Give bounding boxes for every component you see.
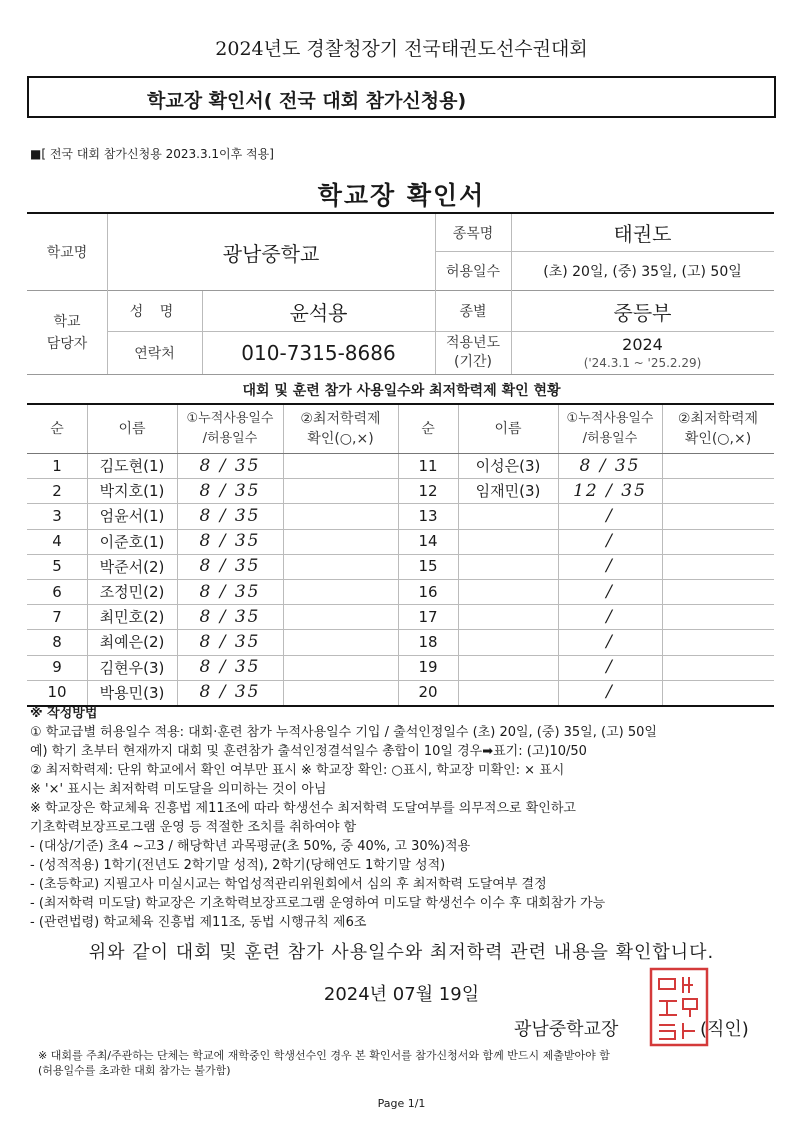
name-label: 성 명 <box>129 304 180 320</box>
school-label: 학교명 <box>46 245 88 261</box>
record-left-no: 7 <box>52 607 62 626</box>
record-left-no: 6 <box>52 582 62 601</box>
record-right-academic <box>662 655 774 680</box>
event-value: 태권도 <box>613 222 672 246</box>
manager-label: 학교 담당자 <box>46 313 88 352</box>
header-no-right: 순 <box>421 421 435 437</box>
seal-label: (직인) <box>700 1019 749 1040</box>
category-label: 종별 <box>459 304 487 320</box>
footnote: ※ 대회를 주최/주관하는 단체는 학교에 재학중인 학생선수인 경우 본 확인서를 참가신청서와 함께 반드시 제출받아야 함 (허용일수를 초과한 대회 참가는 불가함) <box>38 1049 610 1077</box>
record-left-academic <box>283 529 398 554</box>
record-left-days: 8 / 35 <box>199 657 261 678</box>
record-left-academic <box>283 629 398 654</box>
record-right-days: / <box>606 531 614 552</box>
header-academic-left: ②최저학력제 확인(○,×) <box>300 411 381 447</box>
record-right-days: / <box>606 505 614 526</box>
record-right-no: 15 <box>418 557 438 576</box>
record-right-name <box>458 604 558 629</box>
record-right-academic <box>662 453 774 478</box>
record-right-name <box>458 529 558 554</box>
header-name-left: 이름 <box>118 421 146 437</box>
record-right-no: 18 <box>418 632 438 651</box>
method-title: ※ 작성방법 <box>30 706 98 721</box>
record-right-no: 20 <box>418 683 438 702</box>
records-title: 대회 및 훈련 참가 사용일수와 최저학력제 확인 현황 <box>242 383 561 399</box>
contact-label: 연락처 <box>134 345 175 362</box>
record-left-days: 8 / 35 <box>199 505 261 526</box>
records-table <box>27 403 774 707</box>
record-left-days: 8 / 35 <box>199 631 261 652</box>
header-box <box>27 76 776 118</box>
record-left-name: 박지호(1) <box>99 482 165 501</box>
header-box-title: 학교장 확인서( 전국 대회 참가신청용) <box>147 90 467 112</box>
record-left-days: 8 / 35 <box>199 581 261 602</box>
record-right-no: 16 <box>418 582 438 601</box>
event-label: 종목명 <box>452 225 494 242</box>
record-left-days: 8 / 35 <box>199 682 261 703</box>
page-number: Page 1/1 <box>377 1097 426 1110</box>
record-right-days: / <box>606 682 614 703</box>
record-right-name <box>458 503 558 528</box>
record-right-no: 14 <box>418 532 438 551</box>
method-line: - (초등학교) 지필고사 미실시교는 학업성적관리위원회에서 심의 후 최저학력 도달여부 결정 <box>30 877 547 892</box>
record-left-days: 8 / 35 <box>199 531 261 552</box>
application-note: ■[ 전국 대회 참가신청용 2023.3.1이후 적용] <box>30 147 274 161</box>
record-left-no: 10 <box>47 683 67 702</box>
record-left-name: 최예은(2) <box>99 633 165 652</box>
record-left-no: 4 <box>52 532 62 551</box>
record-left-academic <box>283 579 398 604</box>
contact-value: 010-7315-8686 <box>241 340 396 365</box>
confirmation-statement: 위와 같이 대회 및 훈련 참가 사용일수와 최저학력 관련 내용을 확인합니다. <box>88 942 715 963</box>
record-left-academic <box>283 604 398 629</box>
year-value: 2024 <box>622 334 663 354</box>
record-right-no: 11 <box>418 456 438 475</box>
year-period: ('24.3.1 ~ '25.2.29) <box>583 355 702 370</box>
record-left-no: 5 <box>52 557 62 576</box>
method-line: ① 학교급별 허용일수 적용: 대회·훈련 참가 누적사용일수 기입 / 출석인정일수 (초) 20일, (중) 35일, (고) 50일 <box>30 725 657 740</box>
method-line: - (대상/기준) 초4 ~고3 / 해당학년 과목평균(초 50%, 중 40%, 고 30%)적용 <box>30 839 471 854</box>
header-no-left: 순 <box>50 421 64 437</box>
record-left-name: 박준서(2) <box>99 557 165 576</box>
writing-method <box>30 704 780 932</box>
record-right-name <box>458 655 558 680</box>
record-right-academic <box>662 579 774 604</box>
record-right-academic <box>662 680 774 705</box>
record-right-days: / <box>606 657 614 678</box>
record-left-academic <box>283 554 398 579</box>
record-left-name: 김현우(3) <box>99 658 165 677</box>
record-left-name: 최민호(2) <box>99 608 165 627</box>
record-right-days: / <box>606 581 614 602</box>
record-left-name: 조정민(2) <box>99 583 165 602</box>
record-right-no: 17 <box>418 607 438 626</box>
record-left-no: 9 <box>52 658 62 677</box>
record-left-days: 8 / 35 <box>199 480 261 501</box>
record-right-name <box>458 554 558 579</box>
name-value: 윤석용 <box>289 300 348 325</box>
year-label: 적용년도 (기간) <box>445 334 501 370</box>
record-right-days: / <box>606 556 614 577</box>
method-line: - (성적적용) 1학기(전년도 2학기말 성적), 2학기(당해연도 1학기말 성적) <box>30 858 446 873</box>
header-days-right: ①누적사용일수 /허용일수 <box>566 411 654 446</box>
record-right-academic <box>662 529 774 554</box>
principal-name: 광남중학교장 <box>514 1019 619 1040</box>
header-days-left: ①누적사용일수 /허용일수 <box>186 411 274 446</box>
record-right-days: / <box>606 606 614 627</box>
record-left-no: 2 <box>52 481 62 500</box>
category-value: 중등부 <box>613 300 672 325</box>
record-right-academic <box>662 554 774 579</box>
record-right-no: 19 <box>418 658 438 677</box>
header-academic-right: ②최저학력제 확인(○,×) <box>677 411 759 447</box>
event-title: 2024년도 경찰청장기 전국태권도선수권대회 <box>215 38 588 60</box>
record-right-name: 이성은(3) <box>475 457 541 476</box>
allowed-days-value: (초) 20일, (중) 35일, (고) 50일 <box>543 263 742 280</box>
record-right-academic <box>662 604 774 629</box>
record-right-academic <box>662 478 774 503</box>
record-left-name: 이준호(1) <box>99 532 165 551</box>
header-name-right: 이름 <box>494 421 522 437</box>
method-line: ※ 학교장은 학교체육 진흥법 제11조에 따라 학생선수 최저학력 도달여부를 의무적으로 확인하고 <box>30 801 576 816</box>
record-left-days: 8 / 35 <box>199 455 261 476</box>
record-left-name: 엄윤서(1) <box>99 507 165 526</box>
allowed-days-label: 허용일수 <box>445 263 501 280</box>
record-right-academic <box>662 629 774 654</box>
record-right-name: 임재민(3) <box>475 482 541 501</box>
form-title: 학교장 확인서 <box>317 181 486 210</box>
year-cell <box>511 331 774 374</box>
record-left-days: 8 / 35 <box>199 556 261 577</box>
info-grid <box>27 212 774 375</box>
record-right-days: / <box>606 631 614 652</box>
record-left-no: 8 <box>52 632 62 651</box>
record-right-name <box>458 629 558 654</box>
method-line: 예) 학기 초부터 현재까지 대회 및 훈련참가 출석인정결석일수 총합이 10일 경우➡표기: (고)10/50 <box>30 744 587 759</box>
record-left-academic <box>283 453 398 478</box>
record-right-academic <box>662 503 774 528</box>
record-left-academic <box>283 680 398 705</box>
record-right-no: 12 <box>418 481 438 500</box>
method-line: - (관련법령) 학교체육 진흥법 제11조, 동법 시행규칙 제6조 <box>30 915 367 930</box>
record-left-academic <box>283 503 398 528</box>
record-left-academic <box>283 478 398 503</box>
method-line: ② 최저학력제: 단위 학교에서 확인 여부만 표시 ※ 학교장 확인: ○표시, 학교장 미확인: × 표시 <box>30 763 565 778</box>
record-right-days: 12 / 35 <box>573 480 647 501</box>
record-right-days: 8 / 35 <box>579 455 641 476</box>
method-line: 기초학력보장프로그램 운영 등 적절한 조치를 취하여야 함 <box>30 820 357 835</box>
record-left-no: 1 <box>52 456 62 475</box>
record-left-days: 8 / 35 <box>199 606 261 627</box>
method-line: ※ '×' 표시는 최저학력 미도달을 의미하는 것이 아님 <box>30 782 327 797</box>
confirmation-date: 2024년 07월 19일 <box>323 984 480 1005</box>
record-left-academic <box>283 655 398 680</box>
method-line: - (최저학력 미도달) 학교장은 기초학력보장프로그램 운영하여 미도달 학생선수 이수 후 대회참가 가능 <box>30 896 606 911</box>
record-left-no: 3 <box>52 506 62 525</box>
record-right-no: 13 <box>418 506 438 525</box>
record-right-name <box>458 680 558 705</box>
record-left-name: 박용민(3) <box>99 683 165 702</box>
school-value: 광남중학교 <box>222 241 320 266</box>
record-left-name: 김도현(1) <box>99 457 165 476</box>
record-right-name <box>458 579 558 604</box>
